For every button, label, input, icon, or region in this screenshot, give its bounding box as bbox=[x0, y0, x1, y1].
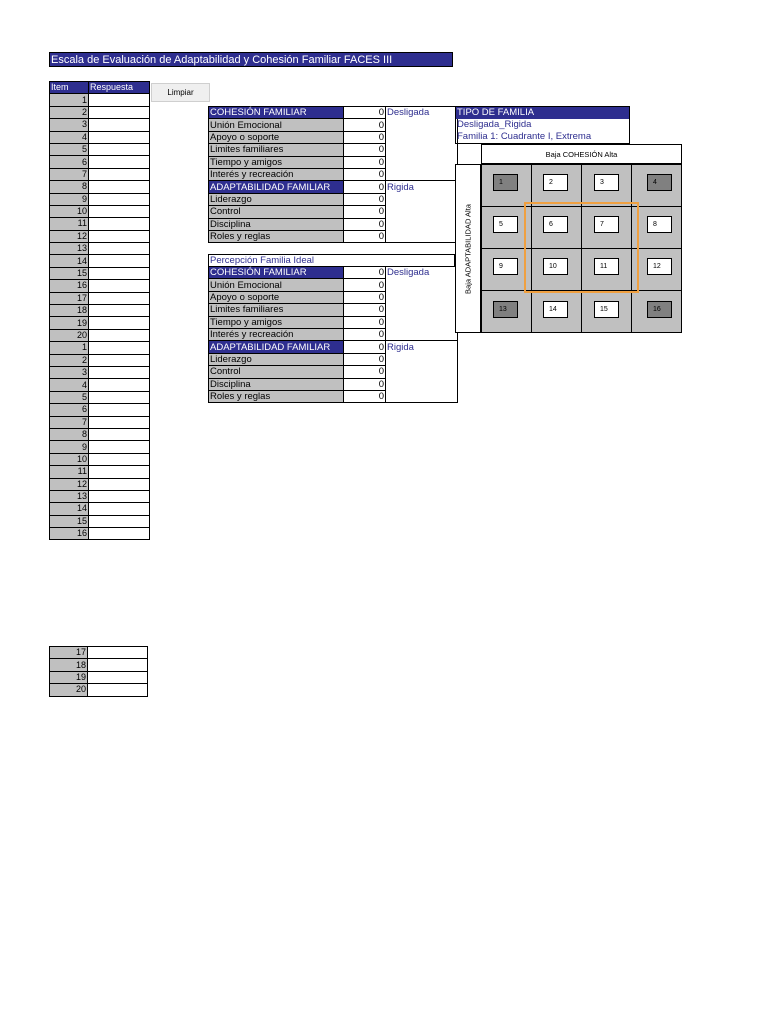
score-label: Tiempo y amigos bbox=[209, 156, 344, 168]
item-number: 5 bbox=[50, 391, 89, 403]
respuesta-cell[interactable] bbox=[89, 143, 150, 155]
table-row bbox=[50, 329, 150, 341]
item-number: 8 bbox=[50, 428, 89, 440]
respuesta-cell[interactable] bbox=[89, 466, 150, 478]
score-category bbox=[386, 316, 458, 328]
respuesta-cell[interactable] bbox=[89, 243, 150, 255]
table-row bbox=[50, 366, 150, 378]
score-value[interactable]: 0 bbox=[344, 267, 386, 279]
item-number: 17 bbox=[50, 292, 89, 304]
score-value[interactable]: 0 bbox=[344, 218, 386, 230]
score-category bbox=[386, 156, 458, 168]
respuesta-cell[interactable] bbox=[89, 366, 150, 378]
score-value[interactable]: 0 bbox=[344, 341, 386, 353]
cohesion-axis-label: Baja COHESIÓN Alta bbox=[481, 144, 682, 164]
item-number: 10 bbox=[50, 453, 89, 465]
item-table bbox=[49, 81, 150, 540]
grid-cell-6: 6 bbox=[543, 216, 568, 233]
respuesta-cell[interactable] bbox=[89, 441, 150, 453]
table-row bbox=[50, 342, 150, 354]
table-row bbox=[50, 243, 150, 255]
item-number: 3 bbox=[50, 119, 89, 131]
score-value[interactable]: 0 bbox=[344, 119, 386, 131]
score-category bbox=[386, 168, 458, 180]
tipo-familia-line2: Familia 1: Cuadrante I, Extrema bbox=[457, 131, 592, 142]
respuesta-cell[interactable] bbox=[89, 94, 150, 106]
score-row bbox=[209, 119, 458, 131]
table-row bbox=[50, 671, 148, 683]
respuesta-cell[interactable] bbox=[89, 168, 150, 180]
score-label: Control bbox=[209, 366, 344, 378]
score-label: ADAPTABILIDAD FAMILIAR bbox=[209, 181, 344, 193]
table-row bbox=[50, 193, 150, 205]
score-value[interactable]: 0 bbox=[344, 156, 386, 168]
table-row bbox=[50, 416, 150, 428]
item-number: 12 bbox=[50, 230, 89, 242]
table-row bbox=[50, 379, 150, 391]
grid-cell-15: 15 bbox=[594, 301, 619, 318]
respuesta-cell[interactable] bbox=[89, 218, 150, 230]
respuesta-cell[interactable] bbox=[88, 647, 148, 659]
score-row bbox=[209, 328, 458, 340]
respuesta-cell[interactable] bbox=[89, 255, 150, 267]
score-category bbox=[386, 279, 458, 291]
respuesta-cell[interactable] bbox=[89, 416, 150, 428]
score-label: Interés y recreación bbox=[209, 328, 344, 340]
item-header: Item bbox=[50, 82, 89, 94]
grid-cell-7: 7 bbox=[594, 216, 619, 233]
score-label: Unión Emocional bbox=[209, 279, 344, 291]
score-value[interactable]: 0 bbox=[344, 168, 386, 180]
respuesta-cell[interactable] bbox=[89, 490, 150, 502]
grid-cell-13: 13 bbox=[493, 301, 518, 318]
item-number: 18 bbox=[50, 305, 89, 317]
score-value[interactable]: 0 bbox=[344, 193, 386, 205]
table-row bbox=[50, 230, 150, 242]
item-number: 13 bbox=[50, 243, 89, 255]
score-row bbox=[209, 181, 458, 193]
respuesta-cell[interactable] bbox=[89, 404, 150, 416]
item-number: 19 bbox=[50, 317, 89, 329]
item-number: 20 bbox=[50, 684, 88, 696]
table-row bbox=[50, 478, 150, 490]
respuesta-cell[interactable] bbox=[88, 684, 148, 696]
score-label: ADAPTABILIDAD FAMILIAR bbox=[209, 341, 344, 353]
score-value[interactable]: 0 bbox=[344, 304, 386, 316]
item-number: 17 bbox=[50, 647, 88, 659]
tipo-familia-box bbox=[455, 106, 630, 144]
item-number: 7 bbox=[50, 168, 89, 180]
respuesta-cell[interactable] bbox=[89, 379, 150, 391]
score-row bbox=[209, 144, 458, 156]
respuesta-cell[interactable] bbox=[89, 230, 150, 242]
table-row bbox=[50, 168, 150, 180]
table-row bbox=[50, 684, 148, 696]
item-number: 14 bbox=[50, 255, 89, 267]
score-row bbox=[209, 107, 458, 119]
grid-cell-11: 11 bbox=[594, 258, 619, 275]
respuesta-cell[interactable] bbox=[89, 342, 150, 354]
balanced-region-highlight bbox=[524, 202, 639, 293]
item-number: 9 bbox=[50, 193, 89, 205]
item-number: 2 bbox=[50, 106, 89, 118]
score-value[interactable]: 0 bbox=[344, 181, 386, 193]
respuesta-cell[interactable] bbox=[89, 181, 150, 193]
score-row bbox=[209, 230, 458, 242]
item-number: 16 bbox=[50, 280, 89, 292]
score-label: Limites familiares bbox=[209, 304, 344, 316]
table-row bbox=[50, 119, 150, 131]
item-number: 4 bbox=[50, 131, 89, 143]
score-label: Liderazgo bbox=[209, 353, 344, 365]
score-category: Desligada bbox=[386, 267, 458, 279]
score-row bbox=[209, 193, 458, 205]
tipo-familia-line1: Desligada_Rigida bbox=[457, 119, 532, 130]
respuesta-cell[interactable] bbox=[89, 305, 150, 317]
table-row bbox=[50, 647, 148, 659]
score-label: Unión Emocional bbox=[209, 119, 344, 131]
item-number: 19 bbox=[50, 671, 88, 683]
ideal-score-table bbox=[208, 266, 458, 403]
score-category bbox=[386, 353, 458, 365]
score-row bbox=[209, 218, 458, 230]
score-value[interactable]: 0 bbox=[344, 206, 386, 218]
score-category: Rigida bbox=[386, 341, 458, 353]
respuesta-cell[interactable] bbox=[89, 193, 150, 205]
score-row bbox=[209, 366, 458, 378]
grid-cell-9: 9 bbox=[493, 258, 518, 275]
score-label: Limites familiares bbox=[209, 144, 344, 156]
table-row bbox=[50, 317, 150, 329]
score-label: Roles y reglas bbox=[209, 390, 344, 402]
adaptabilidad-axis-box bbox=[455, 164, 481, 333]
item-number: 9 bbox=[50, 441, 89, 453]
respuesta-cell[interactable] bbox=[89, 478, 150, 490]
item-number: 15 bbox=[50, 267, 89, 279]
table-row bbox=[50, 131, 150, 143]
item-table-header bbox=[50, 82, 150, 94]
score-value[interactable]: 0 bbox=[344, 131, 386, 143]
item-number: 10 bbox=[50, 205, 89, 217]
respuesta-cell[interactable] bbox=[89, 515, 150, 527]
score-row bbox=[209, 291, 458, 303]
table-row bbox=[50, 181, 150, 193]
grid-cell-1: 1 bbox=[493, 174, 518, 191]
table-row bbox=[50, 490, 150, 502]
table-row bbox=[50, 205, 150, 217]
score-value[interactable]: 0 bbox=[344, 316, 386, 328]
item-number: 11 bbox=[50, 466, 89, 478]
respuesta-cell[interactable] bbox=[89, 528, 150, 540]
table-row bbox=[50, 280, 150, 292]
score-category bbox=[386, 366, 458, 378]
item-number: 6 bbox=[50, 156, 89, 168]
table-row bbox=[50, 503, 150, 515]
grid-cell-8: 8 bbox=[647, 216, 672, 233]
score-category bbox=[386, 206, 458, 218]
score-label: Disciplina bbox=[209, 378, 344, 390]
item-number: 2 bbox=[50, 354, 89, 366]
item-number: 13 bbox=[50, 490, 89, 502]
item-number: 11 bbox=[50, 218, 89, 230]
grid-cell-14: 14 bbox=[543, 301, 568, 318]
table-row bbox=[50, 528, 150, 540]
score-category: Desligada bbox=[386, 107, 458, 119]
table-row bbox=[50, 255, 150, 267]
score-value[interactable]: 0 bbox=[344, 291, 386, 303]
table-row bbox=[50, 143, 150, 155]
score-value[interactable]: 0 bbox=[344, 279, 386, 291]
table-row bbox=[50, 218, 150, 230]
respuesta-cell[interactable] bbox=[89, 317, 150, 329]
item-number: 1 bbox=[50, 94, 89, 106]
score-label: Apoyo o soporte bbox=[209, 131, 344, 143]
respuesta-cell[interactable] bbox=[89, 119, 150, 131]
score-label: Interés y recreación bbox=[209, 168, 344, 180]
respuesta-cell[interactable] bbox=[89, 131, 150, 143]
respuesta-cell[interactable] bbox=[89, 428, 150, 440]
score-row bbox=[209, 353, 458, 365]
item-number: 18 bbox=[50, 659, 88, 671]
score-label: Roles y reglas bbox=[209, 230, 344, 242]
score-value[interactable]: 0 bbox=[344, 328, 386, 340]
respuesta-cell[interactable] bbox=[88, 659, 148, 671]
score-value[interactable]: 0 bbox=[344, 107, 386, 119]
item-number: 6 bbox=[50, 404, 89, 416]
score-label: COHESIÓN FAMILIAR bbox=[209, 107, 344, 119]
score-category bbox=[386, 291, 458, 303]
table-row bbox=[50, 292, 150, 304]
table-row bbox=[50, 515, 150, 527]
table-row bbox=[50, 466, 150, 478]
score-category bbox=[386, 144, 458, 156]
score-row bbox=[209, 341, 458, 353]
item-table-continued bbox=[49, 646, 148, 697]
score-category bbox=[386, 378, 458, 390]
score-category bbox=[386, 119, 458, 131]
score-row bbox=[209, 168, 458, 180]
item-number: 20 bbox=[50, 329, 89, 341]
respuesta-cell[interactable] bbox=[89, 156, 150, 168]
score-category bbox=[386, 193, 458, 205]
score-value[interactable]: 0 bbox=[344, 366, 386, 378]
sheet-title: Escala de Evaluación de Adaptabilidad y Cohesión Familiar FACES III bbox=[49, 52, 453, 67]
score-row bbox=[209, 279, 458, 291]
table-row bbox=[50, 267, 150, 279]
score-category bbox=[386, 390, 458, 402]
score-row bbox=[209, 390, 458, 402]
table-row bbox=[50, 404, 150, 416]
table-row bbox=[50, 391, 150, 403]
grid-cell-16: 16 bbox=[647, 301, 672, 318]
respuesta-cell[interactable] bbox=[89, 106, 150, 118]
score-label: Liderazgo bbox=[209, 193, 344, 205]
circumplex-grid bbox=[481, 164, 682, 333]
respuesta-cell[interactable] bbox=[89, 354, 150, 366]
respuesta-cell[interactable] bbox=[89, 503, 150, 515]
respuesta-cell[interactable] bbox=[89, 205, 150, 217]
score-value[interactable]: 0 bbox=[344, 378, 386, 390]
score-category bbox=[386, 218, 458, 230]
adaptabilidad-axis-label: Baja ADAPTABILIDAD Alta bbox=[463, 203, 473, 294]
score-category bbox=[386, 328, 458, 340]
score-value[interactable]: 0 bbox=[344, 144, 386, 156]
ideal-title: Percepción Familia Ideal bbox=[208, 254, 455, 266]
table-row bbox=[50, 354, 150, 366]
score-label: Tiempo y amigos bbox=[209, 316, 344, 328]
score-label: COHESIÓN FAMILIAR bbox=[209, 267, 344, 279]
item-number: 8 bbox=[50, 181, 89, 193]
respuesta-cell[interactable] bbox=[88, 671, 148, 683]
table-row bbox=[50, 428, 150, 440]
item-number: 5 bbox=[50, 143, 89, 155]
score-label: Disciplina bbox=[209, 218, 344, 230]
score-label: Apoyo o soporte bbox=[209, 291, 344, 303]
tipo-familia-header: TIPO DE FAMILIA bbox=[456, 107, 629, 119]
table-row bbox=[50, 94, 150, 106]
item-number: 16 bbox=[50, 528, 89, 540]
limpiar-button[interactable]: Limpiar bbox=[151, 83, 210, 102]
item-number: 12 bbox=[50, 478, 89, 490]
score-row bbox=[209, 316, 458, 328]
score-category: Rigida bbox=[386, 181, 458, 193]
score-value[interactable]: 0 bbox=[344, 390, 386, 402]
score-row bbox=[209, 206, 458, 218]
grid-cell-4: 4 bbox=[647, 174, 672, 191]
grid-cell-3: 3 bbox=[594, 174, 619, 191]
score-row bbox=[209, 156, 458, 168]
table-row bbox=[50, 659, 148, 671]
item-number: 4 bbox=[50, 379, 89, 391]
score-category bbox=[386, 304, 458, 316]
table-row bbox=[50, 305, 150, 317]
respuesta-header: Respuesta bbox=[89, 82, 150, 94]
table-row bbox=[50, 453, 150, 465]
score-value[interactable]: 0 bbox=[344, 353, 386, 365]
real-score-table bbox=[208, 106, 458, 243]
score-row bbox=[209, 304, 458, 316]
score-row bbox=[209, 378, 458, 390]
respuesta-cell[interactable] bbox=[89, 280, 150, 292]
grid-cell-10: 10 bbox=[543, 258, 568, 275]
item-number: 15 bbox=[50, 515, 89, 527]
score-row bbox=[209, 131, 458, 143]
table-row bbox=[50, 156, 150, 168]
respuesta-cell[interactable] bbox=[89, 292, 150, 304]
score-label: Control bbox=[209, 206, 344, 218]
respuesta-cell[interactable] bbox=[89, 267, 150, 279]
table-row bbox=[50, 106, 150, 118]
item-number: 7 bbox=[50, 416, 89, 428]
respuesta-cell[interactable] bbox=[89, 453, 150, 465]
grid-cell-5: 5 bbox=[493, 216, 518, 233]
score-value[interactable]: 0 bbox=[344, 230, 386, 242]
respuesta-cell[interactable] bbox=[89, 329, 150, 341]
item-number: 1 bbox=[50, 342, 89, 354]
grid-cell-2: 2 bbox=[543, 174, 568, 191]
respuesta-cell[interactable] bbox=[89, 391, 150, 403]
score-row bbox=[209, 267, 458, 279]
item-number: 3 bbox=[50, 366, 89, 378]
score-category bbox=[386, 131, 458, 143]
item-number: 14 bbox=[50, 503, 89, 515]
grid-cell-12: 12 bbox=[647, 258, 672, 275]
table-row bbox=[50, 441, 150, 453]
score-category bbox=[386, 230, 458, 242]
